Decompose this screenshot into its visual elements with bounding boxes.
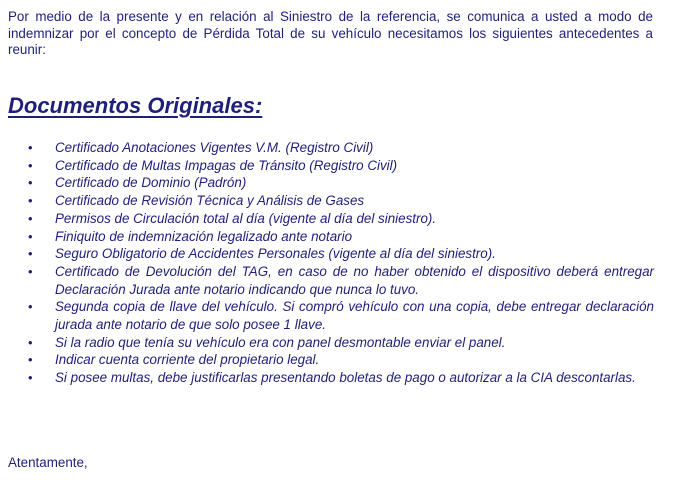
- closing-salutation: Atentamente,: [8, 455, 88, 470]
- list-item: [28, 157, 654, 175]
- list-item-text: Certificado de Revisión Técnica y Análisis de Gases: [55, 193, 365, 209]
- bullet-icon: •: [28, 175, 33, 191]
- list-item-text: Finiquito de indemnización legalizado ante notario: [55, 228, 353, 244]
- list-item-text: Certificado Anotaciones Vigentes V.M. (Registro Civil): [55, 140, 374, 155]
- list-item: [28, 210, 654, 228]
- list-item: [28, 334, 654, 352]
- bullet-icon: •: [28, 228, 33, 244]
- section-heading-documentos-originales: Documentos Originales:: [8, 93, 263, 118]
- bullet-icon: •: [28, 140, 33, 155]
- required-documents-list: [28, 139, 654, 387]
- list-item: [28, 192, 654, 210]
- list-item: [28, 263, 654, 298]
- list-item: [28, 245, 654, 263]
- bullet-icon: •: [28, 246, 33, 262]
- list-item: [28, 174, 654, 192]
- list-item-text: Seguro Obligatorio de Accidentes Personales (vigente al día del siniestro).: [55, 246, 496, 262]
- list-item: [28, 351, 654, 369]
- list-item-text: Permisos de Circulación total al día (vigente al día del siniestro).: [55, 210, 437, 226]
- bullet-icon: •: [28, 157, 33, 173]
- bullet-icon: •: [28, 263, 33, 279]
- bullet-icon: •: [28, 334, 33, 350]
- list-item-text: Certificado de Devolución del TAG, en caso de no haber obtenido el dispositivo deberá entregar Declaración Jurada ante notario indicando que nunca lo tuvo.: [55, 263, 654, 297]
- list-item: [28, 298, 654, 333]
- list-item-text: Indicar cuenta corriente del propietario legal.: [55, 352, 320, 368]
- list-item: [28, 139, 654, 157]
- bullet-icon: •: [28, 193, 33, 209]
- list-item-text: Segunda copia de llave del vehículo. Si compró vehículo con una copia, debe entregar declaración jurada ante notario de que solo posee 1 llave.: [55, 299, 654, 333]
- intro-paragraph: Por medio de la presente y en relación al Siniestro de la referencia, se comunica a usted a modo de indemnizar por el concepto de Pérdida Total de su vehículo necesitamos los siguientes antecedentes a reunir:: [8, 9, 653, 57]
- list-item: [28, 228, 654, 246]
- list-item-text: Certificado de Dominio (Padrón): [55, 175, 247, 191]
- list-item-text: Certificado de Multas Impagas de Tránsito (Registro Civil): [55, 157, 398, 173]
- list-item-text: Si posee multas, debe justificarlas presentando boletas de pago o autorizar a la CIA descontarlas.: [55, 370, 636, 386]
- bullet-icon: •: [28, 370, 33, 386]
- bullet-icon: •: [28, 352, 33, 368]
- bullet-icon: •: [28, 210, 33, 226]
- bullet-icon: •: [28, 299, 33, 315]
- list-item-text: Si la radio que tenía su vehículo era con panel desmontable enviar el panel.: [55, 334, 506, 350]
- list-item: [28, 369, 654, 387]
